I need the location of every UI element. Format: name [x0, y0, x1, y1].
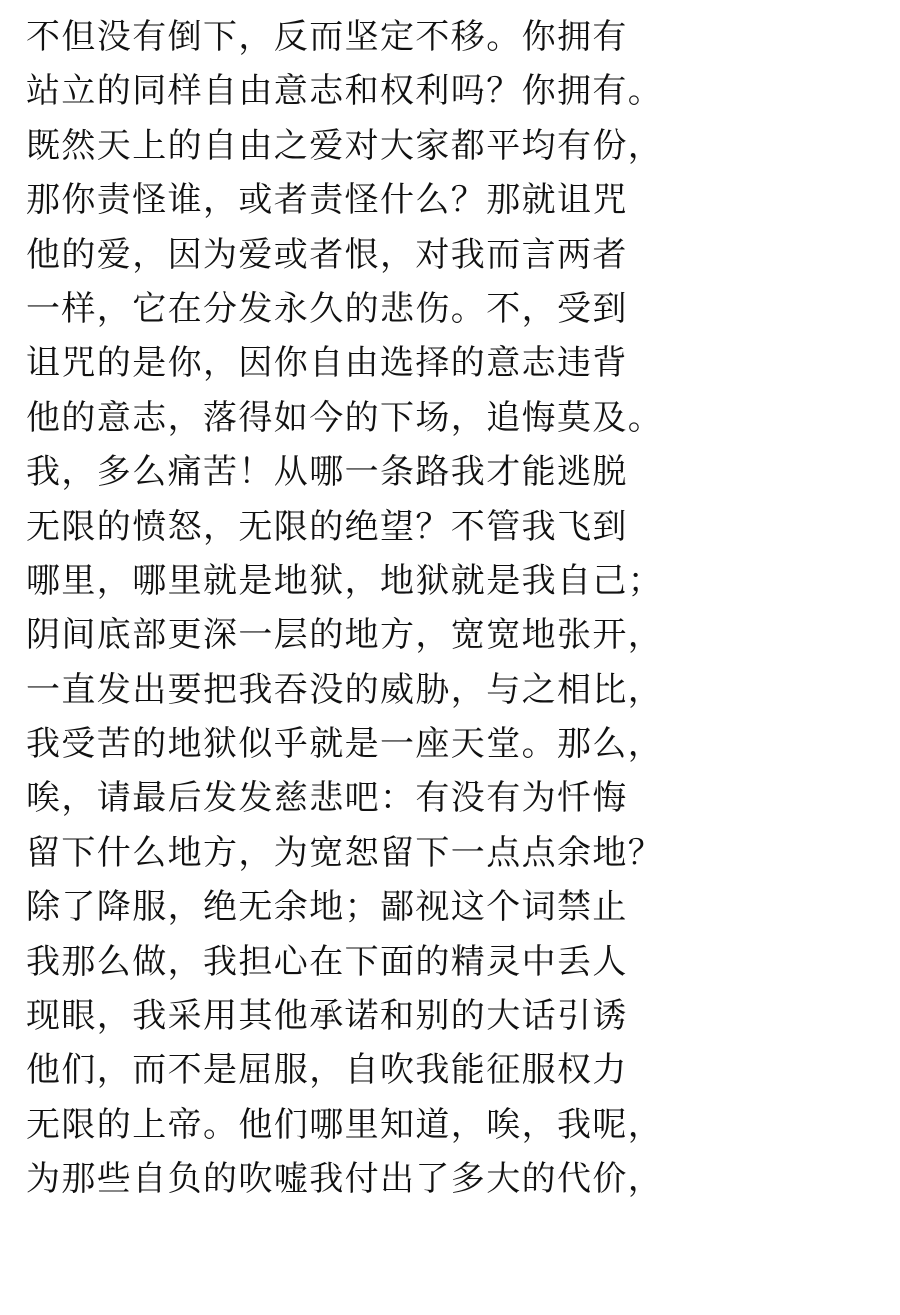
text-line-8: 他的意志，落得如今的下场，追悔莫及。	[26, 397, 664, 438]
text-line-18: 我那么做，我担心在下面的精灵中丢人	[26, 941, 628, 982]
text-line-21: 无限的上帝。他们哪里知道，唉，我呢，	[26, 1104, 664, 1145]
text-line-3: 既然天上的自由之爱对大家都平均有份，	[26, 125, 664, 166]
text-line-4: 那你责怪谁，或者责怪什么？那就诅咒	[26, 180, 628, 221]
text-line-16: 留下什么地方，为宽恕留下一点点余地？	[26, 832, 664, 873]
text-line-10: 无限的愤怒，无限的绝望？不管我飞到	[26, 506, 628, 547]
text-line-14: 我受苦的地狱似乎就是一座天堂。那么，	[26, 724, 664, 765]
text-line-20: 他们，而不是屈服，自吹我能征服权力	[26, 1050, 628, 1091]
body-text	[26, 10, 886, 1207]
text-line-15: 唉，请最后发发慈悲吧：有没有为忏悔	[26, 778, 628, 819]
text-line-5: 他的爱，因为爱或者恨，对我而言两者	[26, 234, 628, 275]
text-line-6: 一样，它在分发永久的悲伤。不，受到	[26, 288, 628, 329]
text-line-11: 哪里，哪里就是地狱，地狱就是我自己；	[26, 560, 664, 601]
text-line-12: 阴间底部更深一层的地方，宽宽地张开，	[26, 615, 664, 656]
text-line-13: 一直发出要把我吞没的威胁，与之相比，	[26, 669, 664, 710]
text-line-9: 我，多么痛苦！从哪一条路我才能逃脱	[26, 452, 628, 493]
text-line-22: 为那些自负的吹嘘我付出了多大的代价，	[26, 1159, 664, 1200]
text-line-2: 站立的同样自由意志和权利吗？你拥有。	[26, 71, 664, 112]
text-line-17: 除了降服，绝无余地；鄙视这个词禁止	[26, 887, 628, 928]
text-line-19: 现眼，我采用其他承诺和别的大话引诱	[26, 996, 628, 1037]
text-line-1: 不但没有倒下，反而坚定不移。你拥有	[26, 17, 628, 57]
text-line-7: 诅咒的是你，因你自由选择的意志违背	[26, 343, 628, 384]
